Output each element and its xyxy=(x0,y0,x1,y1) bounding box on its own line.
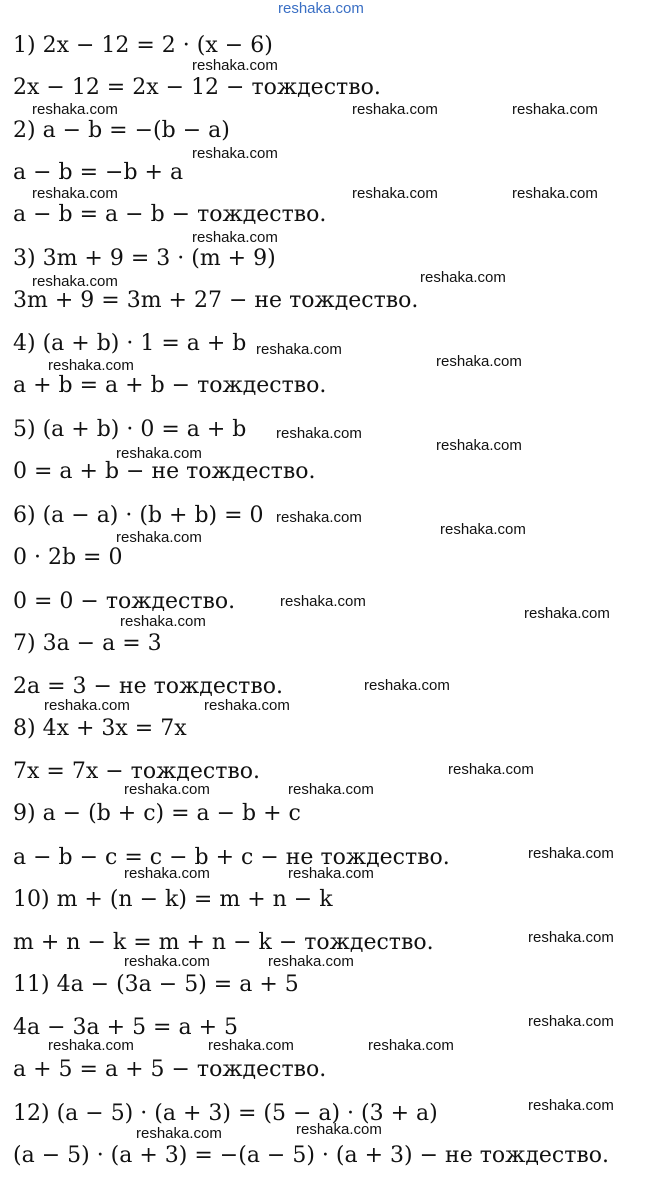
watermark-text: reshaka.com xyxy=(352,185,438,202)
watermark-text: reshaka.com xyxy=(32,273,118,290)
solution-line: 3) 3m + 9 = 3 · (m + 9) xyxy=(13,246,276,271)
solution-line: 3m + 9 = 3m + 27 − не тождество. xyxy=(13,288,419,313)
watermark-text: reshaka.com xyxy=(440,521,526,538)
watermark-text: reshaka.com xyxy=(524,605,610,622)
solution-line: 0 = a + b − не тождество. xyxy=(13,459,316,484)
solution-line: 9) a − (b + c) = a − b + c xyxy=(13,801,301,826)
watermark-text: reshaka.com xyxy=(420,269,506,286)
solution-line: a − b − c = c − b + c − не тождество. xyxy=(13,845,450,870)
solution-line: 4a − 3a + 5 = a + 5 xyxy=(13,1015,239,1040)
solution-line: a − b = a − b − тождество. xyxy=(13,202,327,227)
solution-line: m + n − k = m + n − k − тождество. xyxy=(13,930,434,955)
watermark-text: reshaka.com xyxy=(268,953,354,970)
watermark-text: reshaka.com xyxy=(288,865,374,882)
watermark-text: reshaka.com xyxy=(364,677,450,694)
solution-line: a + b = a + b − тождество. xyxy=(13,373,327,398)
watermark-text: reshaka.com xyxy=(528,845,614,862)
watermark-text: reshaka.com xyxy=(368,1037,454,1054)
solution-line: 7x = 7x − тождество. xyxy=(13,759,260,784)
solution-line: (a − 5) · (a + 3) = −(a − 5) · (a + 3) − не тождество. xyxy=(13,1143,610,1168)
watermark-text: reshaka.com xyxy=(276,509,362,526)
watermark-text: reshaka.com xyxy=(352,101,438,118)
solution-line: 7) 3a − a = 3 xyxy=(13,631,162,656)
solution-line: 6) (a − a) · (b + b) = 0 xyxy=(13,503,264,528)
watermark-text: reshaka.com xyxy=(192,145,278,162)
solution-line: 8) 4x + 3x = 7x xyxy=(13,716,187,741)
watermark-text: reshaka.com xyxy=(436,437,522,454)
solution-line: 0 = 0 − тождество. xyxy=(13,589,236,614)
watermark-text: reshaka.com xyxy=(124,865,210,882)
solution-line: 4) (a + b) · 1 = a + b xyxy=(13,331,247,356)
watermark-text: reshaka.com xyxy=(436,353,522,370)
solution-line: 2x − 12 = 2x − 12 − тождество. xyxy=(13,75,381,100)
watermark-text: reshaka.com xyxy=(44,697,130,714)
watermark-text: reshaka.com xyxy=(528,1097,614,1114)
solution-line: a − b = −b + a xyxy=(13,160,184,185)
watermark-text: reshaka.com xyxy=(48,1037,134,1054)
solution-line: 5) (a + b) · 0 = a + b xyxy=(13,417,247,442)
watermark-text: reshaka.com xyxy=(48,357,134,374)
watermark-text: reshaka.com xyxy=(136,1125,222,1142)
watermark-text: reshaka.com xyxy=(256,341,342,358)
watermark-text: reshaka.com xyxy=(192,229,278,246)
watermark-text: reshaka.com xyxy=(32,101,118,118)
watermark-text: reshaka.com xyxy=(512,101,598,118)
watermark-text: reshaka.com xyxy=(204,697,290,714)
watermark-text: reshaka.com xyxy=(208,1037,294,1054)
watermark-text: reshaka.com xyxy=(288,781,374,798)
watermark-text: reshaka.com xyxy=(124,781,210,798)
watermark-text: reshaka.com xyxy=(448,761,534,778)
solution-line: 10) m + (n − k) = m + n − k xyxy=(13,887,333,912)
solution-line: 12) (a − 5) · (a + 3) = (5 − a) · (3 + a) xyxy=(13,1101,438,1126)
watermark-text: reshaka.com xyxy=(32,185,118,202)
watermark-text: reshaka.com xyxy=(280,593,366,610)
solution-line: 11) 4a − (3a − 5) = a + 5 xyxy=(13,972,299,997)
solution-line: 0 · 2b = 0 xyxy=(13,545,123,570)
watermark-text: reshaka.com xyxy=(528,929,614,946)
watermark-text: reshaka.com xyxy=(296,1121,382,1138)
watermark-text: reshaka.com xyxy=(116,529,202,546)
watermark-text: reshaka.com xyxy=(276,425,362,442)
watermark-text: reshaka.com xyxy=(116,445,202,462)
watermark-text: reshaka.com xyxy=(512,185,598,202)
solution-line: 2) a − b = −(b − a) xyxy=(13,118,230,143)
solution-line: 2a = 3 − не тождество. xyxy=(13,674,283,699)
watermark-text: reshaka.com xyxy=(120,613,206,630)
site-link[interactable]: reshaka.com xyxy=(278,0,364,17)
watermark-text: reshaka.com xyxy=(192,57,278,74)
watermark-text: reshaka.com xyxy=(124,953,210,970)
solution-line: 1) 2x − 12 = 2 · (x − 6) xyxy=(13,33,273,58)
watermark-text: reshaka.com xyxy=(528,1013,614,1030)
solution-line: a + 5 = a + 5 − тождество. xyxy=(13,1057,327,1082)
